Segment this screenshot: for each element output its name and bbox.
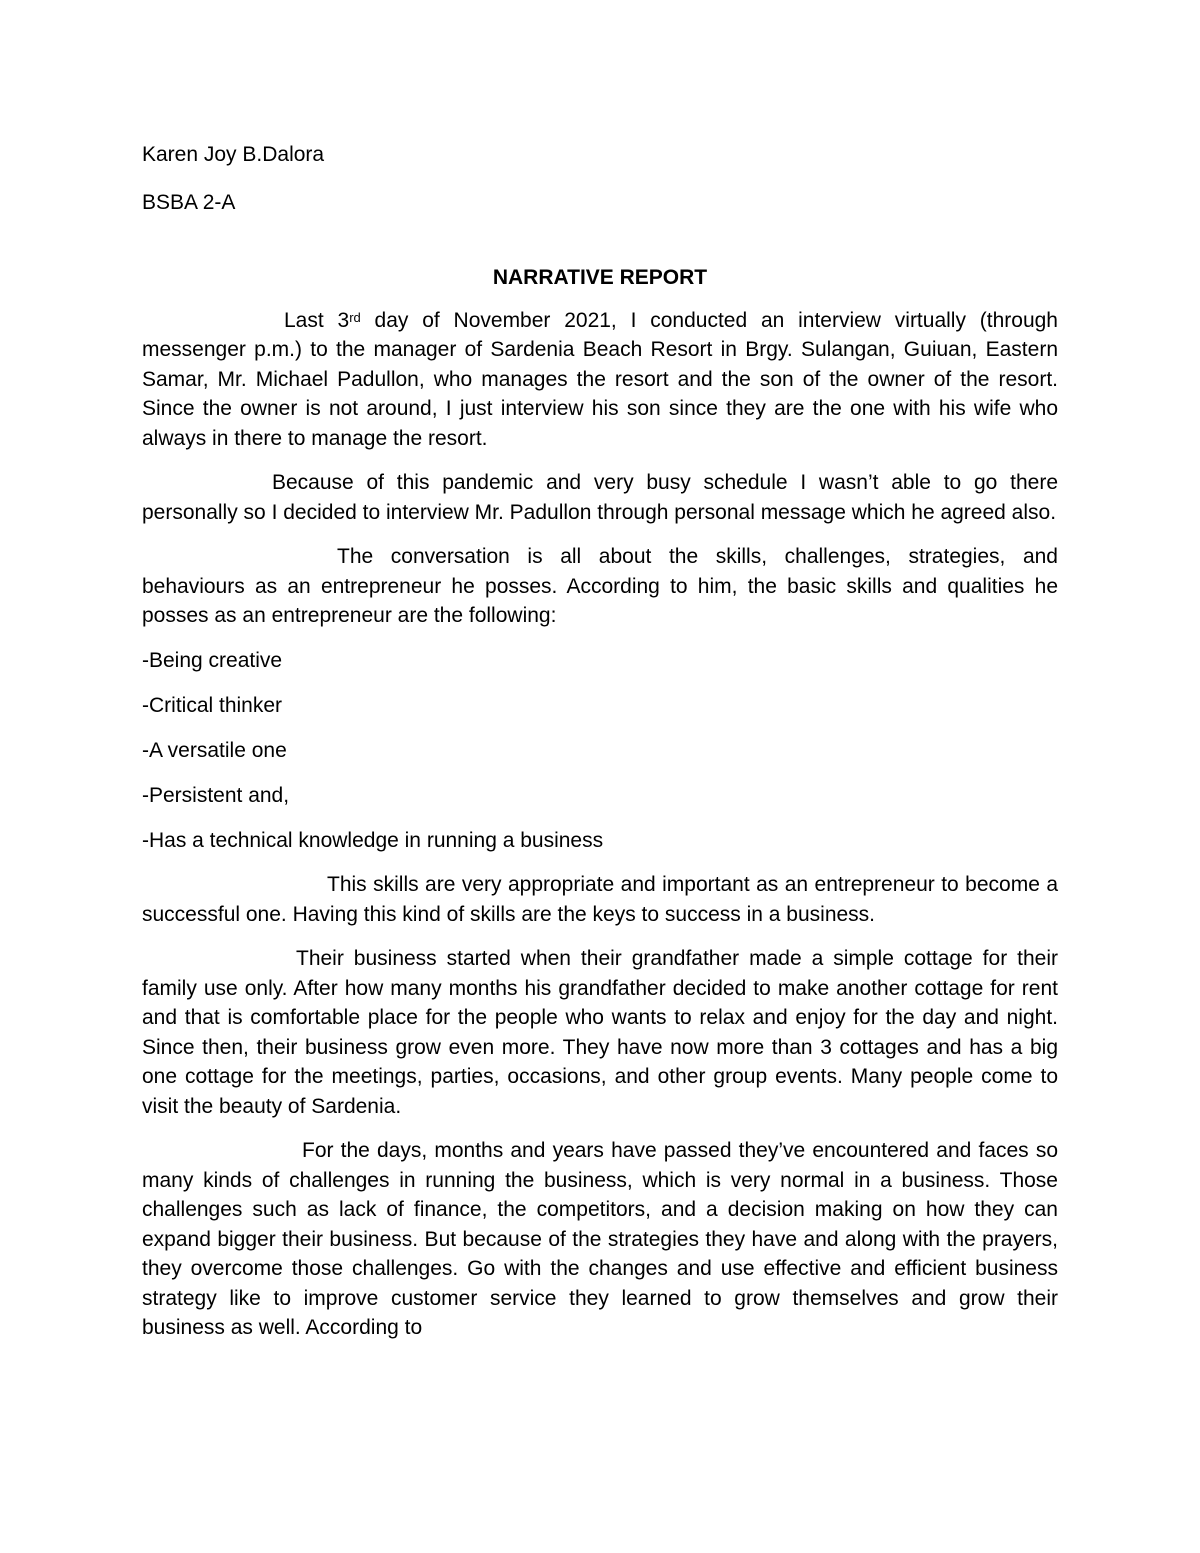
- intro-paragraph: [142, 306, 1058, 454]
- skills-list: [142, 646, 1058, 856]
- paragraph-pandemic: Because of this pandemic and very busy schedule I wasn’t able to go there personally so I decided to interview Mr. Padullon through personal message which he agreed also.: [142, 471, 1058, 524]
- intro-ordinal: rd: [349, 309, 361, 325]
- intro-rest: day of November 2021, I conducted an interview virtually (through messenger p.m.) to the manager of Sardenia Beach Resort in Brgy. Sulangan, Guiuan, Eastern Samar, Mr. Michael Padullon, who manages the resort and the son of the owner of the resort. Since the owner is not around, I just interview his son since they are the one with his wife who always in there to manage the resort.: [142, 308, 1058, 450]
- paragraph-challenges: For the days, months and years have passed they’ve encountered and faces so many kinds of challenges in running the business, which is very normal in a business. Those challenges such as lack of finance, the competitors, and a decision making on how they can expand bigger their business. But because of the strategies they have and along with the prayers, they overcome those challenges. Go with the changes and use effective and efficient business strategy like to improve customer service they learned to grow themselves and grow their business as well. According to: [142, 1139, 1058, 1339]
- skill-item: -Persistent and,: [142, 783, 290, 807]
- report-title: NARRATIVE REPORT: [492, 266, 708, 289]
- skill-item: -Has a technical knowledge in running a business: [142, 828, 604, 852]
- paragraph-business-history: Their business started when their grandfather made a simple cottage for their family use only. After how many months his grandfather decided to make another cottage for rent and that is comfortable place for the people who wants to relax and enjoy for the day and night. Since then, their business grow even more. They have now more than 3 cottages and has a big one cottage for the meetings, parties, occasions, and other group events. Many people come to visit the beauty of Sardenia.: [142, 947, 1058, 1118]
- skill-item: -Being creative: [142, 648, 283, 672]
- paragraph-skills-importance: This skills are very appropriate and important as an entrepreneur to become a successful one. Having this kind of skills are the keys to success in a business.: [142, 873, 1058, 926]
- skill-item: -A versatile one: [142, 738, 287, 762]
- intro-lead: Last 3: [284, 308, 350, 332]
- paragraph-conversation: The conversation is all about the skills, challenges, strategies, and behaviours as an entrepreneur he posses. According to him, the basic skills and qualities he posses as an entrepreneur are the following:: [142, 545, 1058, 627]
- document-body: [142, 140, 1058, 1358]
- skill-item: -Critical thinker: [142, 693, 283, 717]
- class-section: BSBA 2-A: [142, 190, 236, 214]
- author-name: Karen Joy B.Dalora: [142, 143, 325, 166]
